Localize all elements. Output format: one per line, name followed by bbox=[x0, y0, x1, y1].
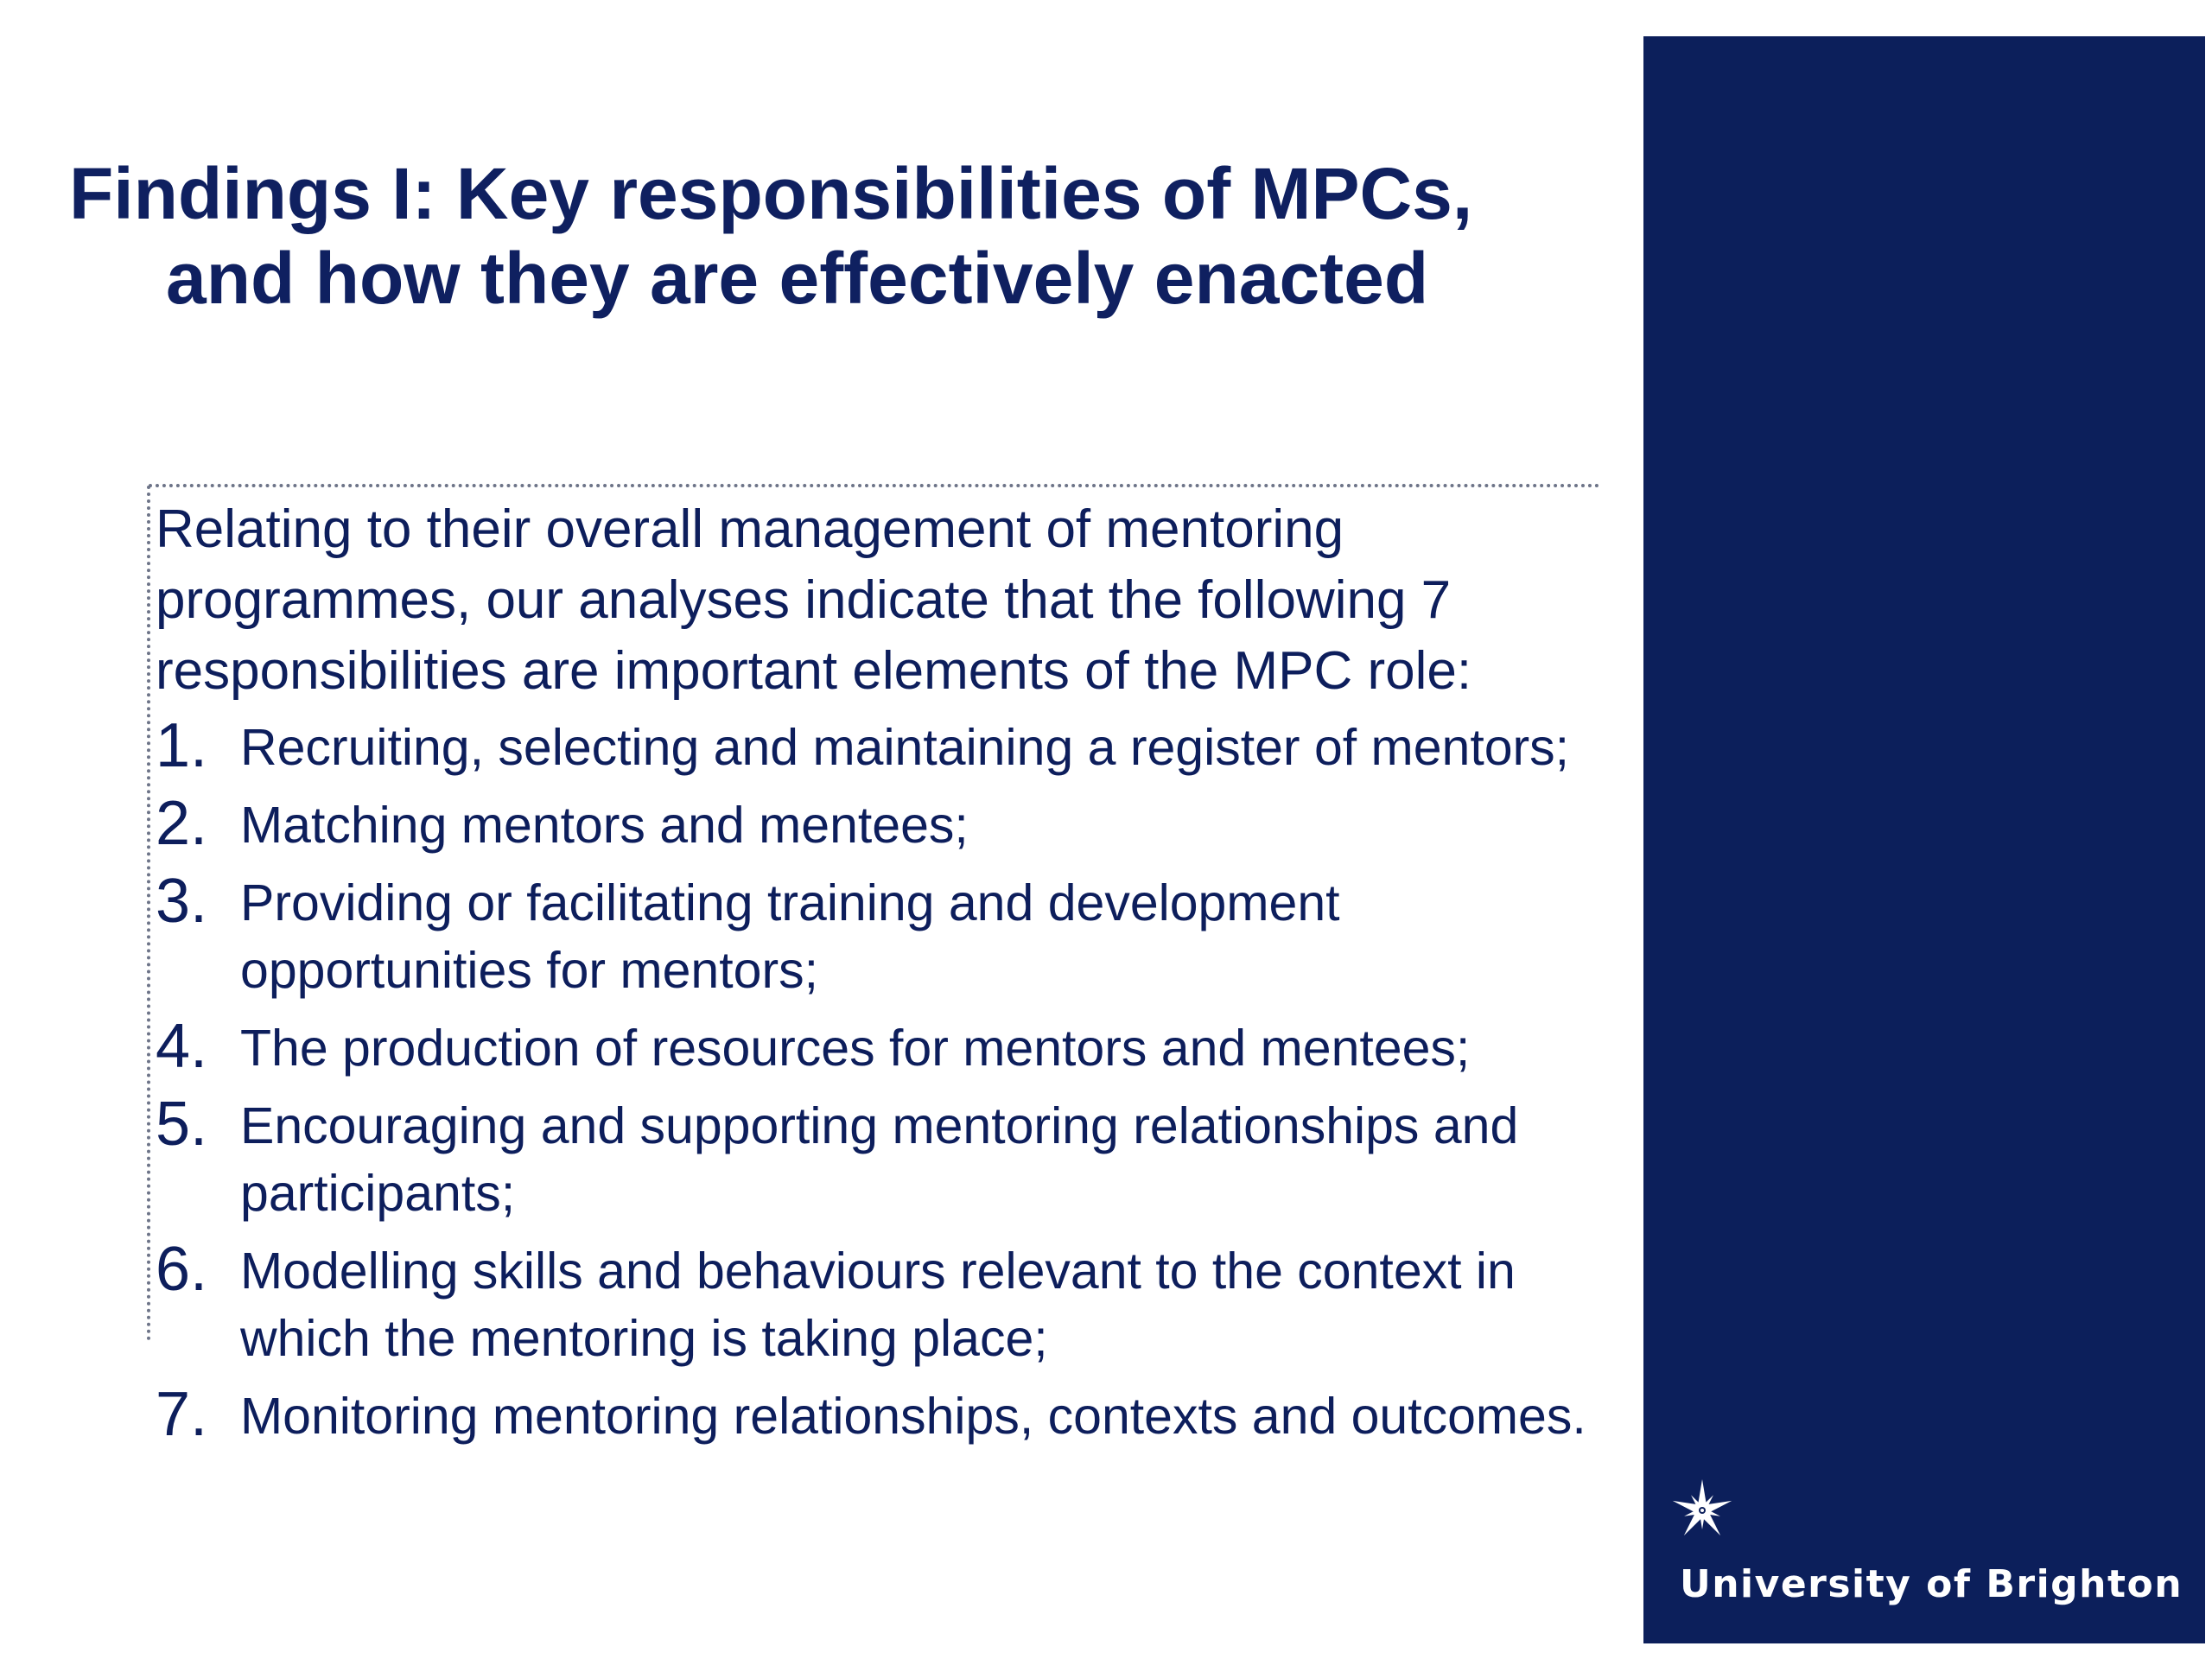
list-item-text: Matching mentors and mentees; bbox=[240, 797, 969, 854]
list-item bbox=[156, 1092, 1642, 1227]
list-item-number: 5. bbox=[156, 1090, 208, 1159]
text-box-border-top bbox=[149, 484, 1600, 487]
list-item-text: Modelling skills and behaviours relevant to the context in which the mentoring is taking place; bbox=[240, 1243, 1516, 1367]
list-item-text: Encouraging and supporting mentoring relationships and participants; bbox=[240, 1097, 1519, 1222]
list-item-number: 7. bbox=[156, 1380, 208, 1449]
university-logo-text: University of Brighton bbox=[1680, 1562, 2183, 1606]
list-item bbox=[156, 711, 1642, 781]
list-item bbox=[156, 869, 1642, 1004]
list-item-number: 4. bbox=[156, 1012, 208, 1081]
list-item-text: Monitoring mentoring relationships, contexts and outcomes. bbox=[240, 1388, 1586, 1445]
title-line-2: and how they are effectively enacted bbox=[166, 238, 1429, 319]
list-item-text: Recruiting, selecting and maintaining a register of mentors; bbox=[240, 719, 1570, 776]
text-box-border-left bbox=[147, 486, 150, 1341]
list-item-number: 6. bbox=[156, 1235, 208, 1304]
list-item-number: 1. bbox=[156, 711, 208, 780]
list-item-text: The production of resources for mentors and mentees; bbox=[240, 1020, 1471, 1077]
list-item bbox=[156, 1014, 1642, 1082]
list-item-text: Providing or facilitating training and development opportunities for mentors; bbox=[240, 874, 1340, 999]
body-text-box bbox=[156, 494, 1642, 1460]
list-item-number: 3. bbox=[156, 867, 208, 936]
responsibilities-list bbox=[156, 711, 1642, 1450]
list-item bbox=[156, 1382, 1642, 1450]
list-item bbox=[156, 791, 1642, 859]
list-item-number: 2. bbox=[156, 789, 208, 858]
brand-side-panel bbox=[1643, 36, 2205, 1643]
list-item bbox=[156, 1237, 1642, 1372]
star-compass-icon bbox=[1668, 1476, 1737, 1545]
intro-paragraph: Relating to their overall management of mentoring programmes, our analyses indicate that the following 7 responsibilities are important elements of the MPC role: bbox=[156, 499, 1472, 701]
title-line-1: Findings I: Key responsibilities of MPCs, bbox=[69, 153, 1473, 234]
slide-title bbox=[69, 151, 1624, 321]
